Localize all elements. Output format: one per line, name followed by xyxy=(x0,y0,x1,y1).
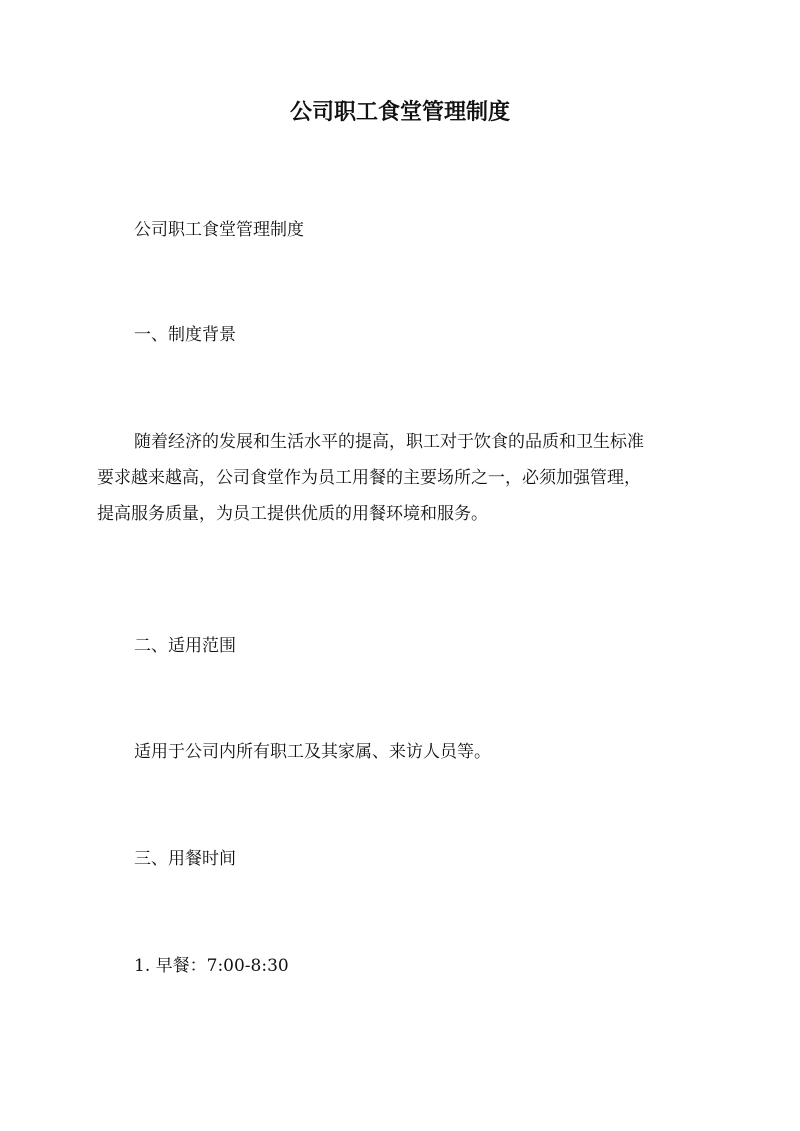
paragraph-line: 提高服务质量，为员工提供优质的用餐环境和服务。 xyxy=(97,504,488,524)
paragraph-line: 要求越来越高，公司食堂作为员工用餐的主要场所之一，必须加强管理， xyxy=(97,468,641,488)
document-title: 公司职工食堂管理制度 xyxy=(289,99,510,125)
document-subtitle: 公司职工食堂管理制度 xyxy=(134,220,304,240)
section-heading-scope: 二、适用范围 xyxy=(134,636,236,656)
section-heading-meal-time: 三、用餐时间 xyxy=(134,849,236,869)
list-item-breakfast: 1. 早餐：7:00-8:30 xyxy=(134,956,289,976)
section-body-scope: 适用于公司内所有职工及其家属、来访人员等。 xyxy=(134,742,491,762)
section-heading-background: 一、制度背景 xyxy=(134,325,236,345)
paragraph-line: 随着经济的发展和生活水平的提高，职工对于饮食的品质和卫生标准 xyxy=(134,432,644,452)
section-body-background xyxy=(97,424,717,532)
